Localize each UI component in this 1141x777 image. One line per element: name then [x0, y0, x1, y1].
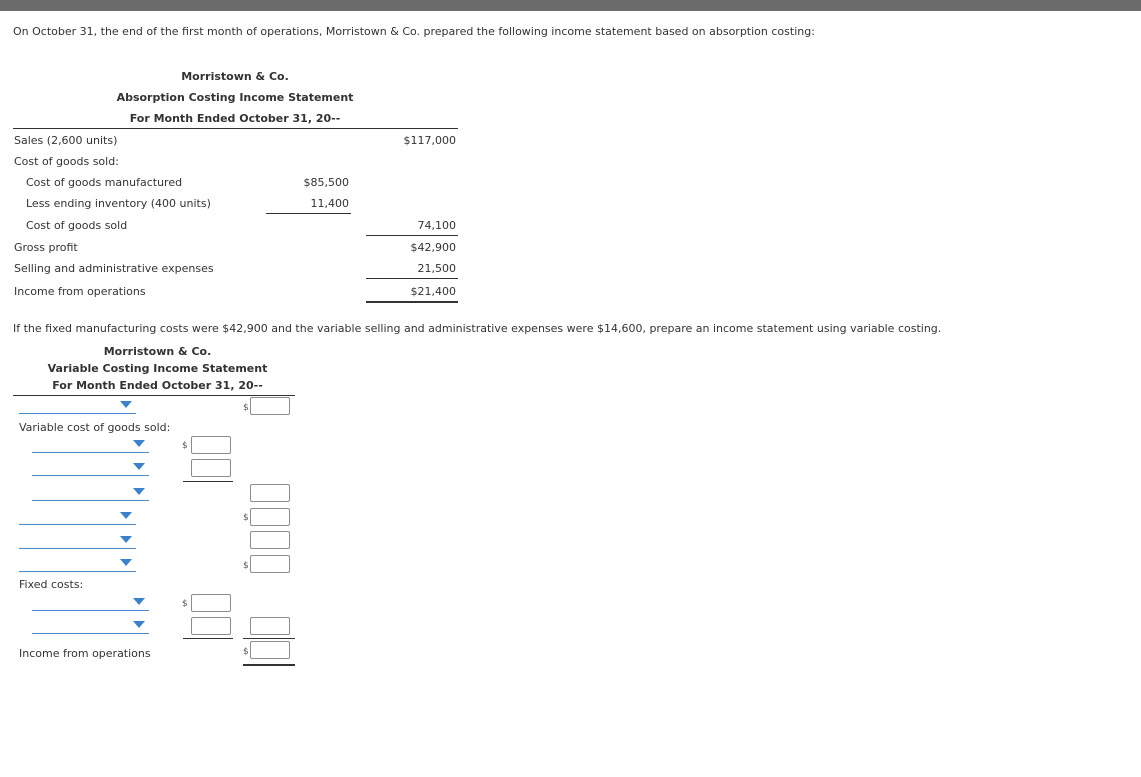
subtotal-rule	[266, 213, 351, 214]
total-rule	[366, 301, 458, 303]
subtotal-rule	[183, 481, 233, 482]
chevron-down-icon	[133, 440, 145, 447]
total-rule	[243, 664, 295, 666]
dollar-sign: $	[182, 441, 188, 451]
line-item-dropdown[interactable]	[19, 397, 136, 414]
chevron-down-icon	[120, 559, 132, 566]
dollar-sign: $	[243, 403, 249, 413]
fixed-costs-label: Fixed costs:	[19, 578, 84, 591]
subtotal-rule	[366, 235, 458, 236]
subtotal-rule	[183, 638, 233, 639]
row-label: Gross profit	[14, 241, 78, 254]
row-value: 11,400	[310, 197, 349, 210]
line-item-dropdown[interactable]	[32, 484, 149, 501]
variable-cogs-label: Variable cost of goods sold:	[19, 421, 171, 434]
line-item-dropdown[interactable]	[32, 436, 149, 453]
amount-input[interactable]	[250, 641, 290, 659]
line-item-dropdown[interactable]	[32, 459, 149, 476]
variable-title: Variable Costing Income Statement	[47, 362, 268, 375]
chevron-down-icon	[133, 488, 145, 495]
variable-company: Morristown & Co.	[103, 345, 212, 358]
chevron-down-icon	[133, 621, 145, 628]
line-item-dropdown[interactable]	[32, 617, 149, 634]
row-value: $21,400	[410, 285, 456, 298]
amount-input[interactable]	[250, 531, 290, 549]
line-item-dropdown[interactable]	[19, 508, 136, 525]
dollar-sign: $	[243, 561, 249, 571]
subtotal-rule	[243, 638, 295, 639]
subtotal-rule	[366, 278, 458, 279]
amount-input[interactable]	[191, 594, 231, 612]
variable-period: For Month Ended October 31, 20--	[52, 379, 263, 392]
row-value: 21,500	[417, 262, 456, 275]
dollar-sign: $	[182, 599, 188, 609]
chevron-down-icon	[120, 401, 132, 408]
amount-input[interactable]	[250, 484, 290, 502]
instruction-text: If the fixed manufacturing costs were $42,900 and the variable selling and administrative expenses were $14,600, prepare an income statement using variable costing.	[13, 322, 942, 335]
row-label: Cost of goods manufactured	[26, 176, 183, 189]
chevron-down-icon	[120, 536, 132, 543]
row-label: Cost of goods sold	[26, 219, 128, 232]
line-item-dropdown[interactable]	[19, 555, 136, 572]
absorption-company: Morristown & Co.	[181, 70, 289, 83]
row-label: Selling and administrative expenses	[14, 262, 214, 275]
income-label: Income from operations	[19, 647, 151, 660]
amount-input[interactable]	[191, 617, 231, 635]
line-item-dropdown[interactable]	[19, 532, 136, 549]
absorption-period: For Month Ended October 31, 20--	[129, 112, 341, 125]
row-label: Cost of goods sold:	[14, 155, 119, 168]
row-value: $117,000	[403, 134, 456, 147]
row-value: $42,900	[410, 241, 456, 254]
amount-input[interactable]	[250, 508, 290, 526]
amount-input[interactable]	[250, 555, 290, 573]
dollar-sign: $	[243, 513, 249, 523]
amount-input[interactable]	[250, 397, 290, 415]
amount-input[interactable]	[250, 617, 290, 635]
absorption-title: Absorption Costing Income Statement	[116, 91, 354, 104]
header-rule	[13, 128, 458, 129]
amount-input[interactable]	[191, 436, 231, 454]
line-item-dropdown[interactable]	[32, 594, 149, 611]
chevron-down-icon	[133, 598, 145, 605]
header-rule	[13, 395, 295, 396]
row-label: Sales (2,600 units)	[14, 134, 118, 147]
dollar-sign: $	[243, 647, 249, 657]
row-label: Income from operations	[14, 285, 146, 298]
chevron-down-icon	[133, 463, 145, 470]
amount-input[interactable]	[191, 459, 231, 477]
intro-text: On October 31, the end of the first month of operations, Morristown & Co. prepared the following income statement based on absorption costing:	[13, 25, 815, 38]
chevron-down-icon	[120, 512, 132, 519]
top-bar	[0, 0, 1141, 11]
row-label: Less ending inventory (400 units)	[26, 197, 211, 210]
row-value: 74,100	[417, 219, 456, 232]
row-value: $85,500	[303, 176, 349, 189]
